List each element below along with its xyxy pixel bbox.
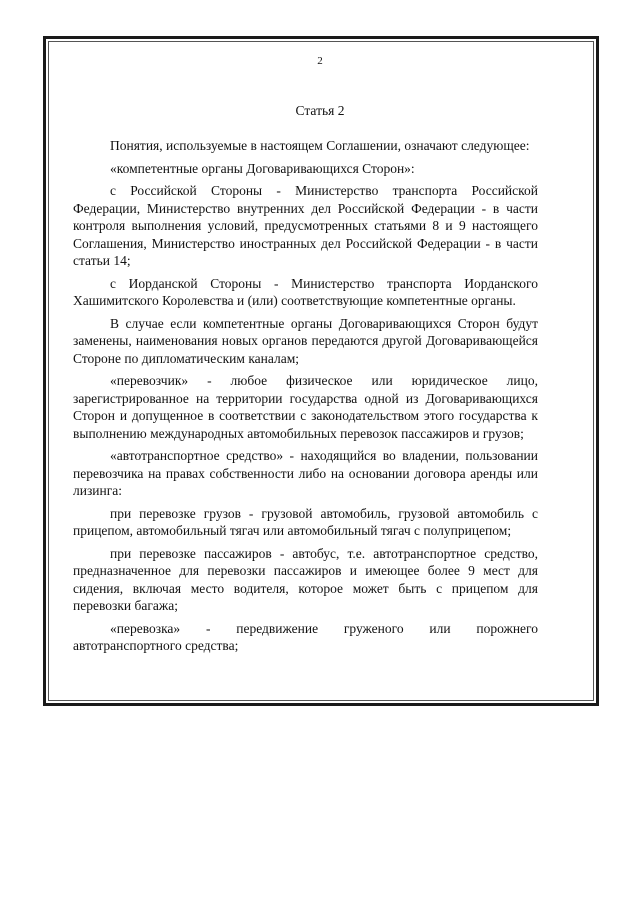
paragraph: Понятия, используемые в настоящем Соглашении, означают следующее: (110, 138, 530, 153)
paragraph: «автотранспортное средство» - находящийся во владении, пользовании перевозчика на правах собственности либо на основании договора аренды или лизинга: (73, 448, 538, 498)
document-body (73, 137, 538, 655)
paragraph: при перевозке грузов - грузовой автомобиль, грузовой автомобиль с прицепом, автомобильный тягач или автомобильный тягач с полуприцепом; (73, 505, 538, 538)
paragraph: с Российской Стороны - Министерство транспорта Российской Федерации, Министерство внутренних дел Российской Федерации - в части контроля выполнения условий, предусмотренных статьями 8 и 9 настоящего Соглашения, Министерство иностранных дел Российской Федерации - в части статьи 14; (73, 183, 538, 268)
paragraph: при перевозке пассажиров - автобус, т.е. автотранспортное средство, предназначенное для перевозки пассажиров и имеющее более 9 мест для сидения, включая место водителя, которое может быть с прицепом для перевозки багажа; (73, 545, 538, 613)
article-title: Статья 2 (295, 103, 345, 118)
paragraph: «компетентные органы Договаривающихся Сторон»: (110, 160, 415, 176)
paragraph: «перевозка» - передвижение груженого или порожнего автотранспортного средства; (73, 620, 538, 653)
page-number: 2 (317, 55, 323, 67)
paragraph: В случае если компетентные органы Договаривающихся Сторон будут заменены, наименования новых органов передаются другой Договаривающейся Стороне по дипломатическим каналам; (73, 315, 538, 366)
paragraph: «перевозчик» - любое физическое или юридическое лицо, зарегистрированное на территории государства одной из Договаривающихся Сторон и допущенное в соответствии с законодательством этого государства к выполнению международных автомобильных перевозок пассажиров и грузов; (73, 373, 538, 441)
paragraph: с Иорданской Стороны - Министерство транспорта Иорданского Хашимитского Королевства и (или) соответствующие компетентные органы. (73, 275, 538, 308)
